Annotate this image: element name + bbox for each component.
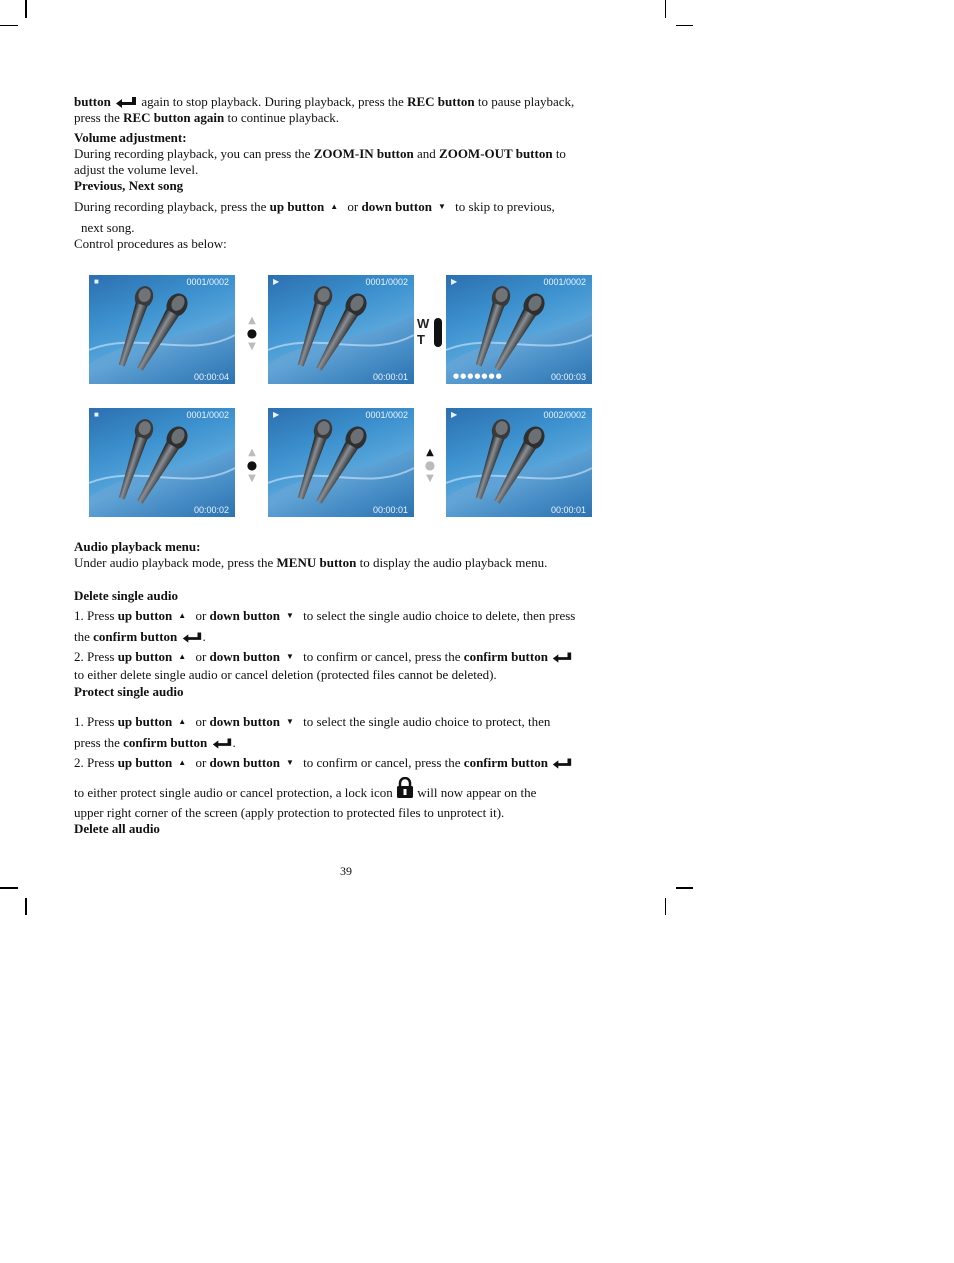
enter-key-icon [211, 737, 233, 751]
section-heading-delete-all: Delete all audio [74, 821, 160, 837]
up-arrow-icon: ▲ [248, 447, 256, 458]
down-arrow-icon: ▼ [437, 202, 446, 211]
down-arrow-icon: ▼ [426, 473, 434, 484]
section-volume-adjustment: Volume adjustment: During recording playback, you can press the ZOOM-IN button and ZOOM-OUT button to adjust the volume level. [74, 130, 619, 178]
up-down-indicator [423, 446, 437, 485]
stop-icon: ■ [94, 410, 99, 419]
up-arrow-icon: ▲ [178, 652, 187, 662]
zoom-wt-indicator [417, 316, 429, 348]
section-heading: Previous, Next song [74, 178, 184, 193]
page-number: 39 [340, 864, 352, 878]
stop-icon: ■ [94, 277, 99, 286]
play-icon: ▶ [273, 277, 280, 286]
select-dot-icon: ● [246, 458, 258, 472]
elapsed-time: 00:00:04 [193, 372, 229, 382]
crop-mark [25, 898, 27, 915]
crop-mark [665, 0, 666, 18]
section-delete-single-audio: Delete single audio 1. Press up button ▲ or down button ▼ to select the single audio choice to delete, then press the confirm button . 2. Press up button ▲ or down button ▼ to confirm or cancel, press the confirm button to either delete single audio or cancel deletion (protected files cannot be deleted). [74, 588, 619, 683]
microphone-image [446, 275, 592, 384]
section-previous-next-song: Previous, Next song During recording playback, press the up button ▲ or down button ▼ to skip to previous, next song. Control procedures as below: [74, 178, 619, 252]
select-dot-icon: ● [246, 326, 258, 340]
device-screen-playing [268, 275, 414, 384]
elapsed-time: 00:00:02 [193, 505, 229, 515]
crop-mark [25, 0, 27, 18]
microphone-image [89, 275, 235, 384]
device-screen-volume [446, 275, 592, 384]
microphone-image [268, 408, 414, 517]
elapsed-time: 00:00:03 [550, 372, 586, 382]
crop-mark [676, 25, 693, 26]
zoom-t-label: T [417, 332, 425, 347]
crop-mark [0, 25, 18, 26]
down-arrow-icon: ▼ [285, 717, 294, 726]
lock-icon [396, 777, 414, 799]
crop-mark [665, 898, 666, 915]
microphone-image [446, 408, 592, 517]
up-arrow-icon: ▲ [248, 315, 256, 326]
up-arrow-icon: ▲ [178, 758, 187, 768]
section-audio-playback-menu: Audio playback menu: Under audio playback mode, press the MENU button to display the audio playback menu. [74, 539, 619, 571]
track-counter: 0002/0002 [543, 410, 586, 420]
track-counter: 0001/0002 [186, 410, 229, 420]
bold-term: button [74, 94, 111, 109]
enter-key-icon [114, 96, 138, 110]
play-icon: ▶ [451, 277, 458, 286]
device-screen-stopped [89, 275, 235, 384]
elapsed-time: 00:00:01 [372, 505, 408, 515]
down-arrow-icon: ▼ [285, 611, 294, 620]
track-counter: 0001/0002 [365, 410, 408, 420]
play-icon: ▶ [273, 410, 280, 419]
section-protect-single-audio: Protect single audio 1. Press up button ▲ or down button ▼ to select the single audio choice to protect, then press the confirm button . 2. Press up button ▲ or down button ▼ to confirm or cancel, press the confirm button to either protect single audio or cancel protection, a lock icon will now appear on the upper right corner of the screen (apply protection to protected files to unprotect it). Delete all audio [74, 684, 619, 837]
track-counter: 0001/0002 [543, 277, 586, 287]
enter-key-icon [551, 757, 573, 771]
down-arrow-icon: ▼ [285, 652, 294, 662]
select-dot-icon: ● [424, 458, 436, 472]
elapsed-time: 00:00:01 [372, 372, 408, 382]
device-screen-playing [268, 408, 414, 517]
play-icon: ▶ [451, 410, 458, 419]
section-heading: Audio playback menu: [74, 539, 201, 554]
down-arrow-icon: ▼ [248, 341, 256, 352]
track-counter: 0001/0002 [186, 277, 229, 287]
up-arrow-icon: ▲ [178, 611, 187, 620]
microphone-image [268, 275, 414, 384]
up-down-indicator [245, 446, 259, 485]
zoom-w-label: W [417, 316, 430, 331]
section-heading: Protect single audio [74, 684, 184, 699]
up-down-indicator [245, 314, 259, 353]
crop-mark [0, 887, 18, 889]
track-counter: 0001/0002 [365, 277, 408, 287]
crop-mark [676, 887, 693, 889]
enter-key-icon [551, 651, 573, 665]
up-arrow-icon: ▲ [330, 202, 339, 211]
section-heading: Volume adjustment: [74, 130, 187, 145]
microphone-image [89, 408, 235, 517]
volume-level-dots: ●●●●●●● [453, 372, 503, 380]
device-screen-next-track [446, 408, 592, 517]
device-screen-stopped [89, 408, 235, 517]
down-arrow-icon: ▼ [248, 473, 256, 484]
up-arrow-icon: ▲ [178, 717, 187, 726]
section-heading: Delete single audio [74, 588, 178, 603]
down-arrow-icon: ▼ [285, 758, 294, 768]
paragraph-stop-playback: button again to stop playback. During playback, press the REC button to pause playback, press the REC button again to continue playback. [74, 94, 575, 126]
up-arrow-icon: ▲ [426, 447, 434, 458]
elapsed-time: 00:00:01 [550, 505, 586, 515]
zoom-rocker-icon [434, 318, 442, 347]
enter-key-icon [181, 631, 203, 645]
